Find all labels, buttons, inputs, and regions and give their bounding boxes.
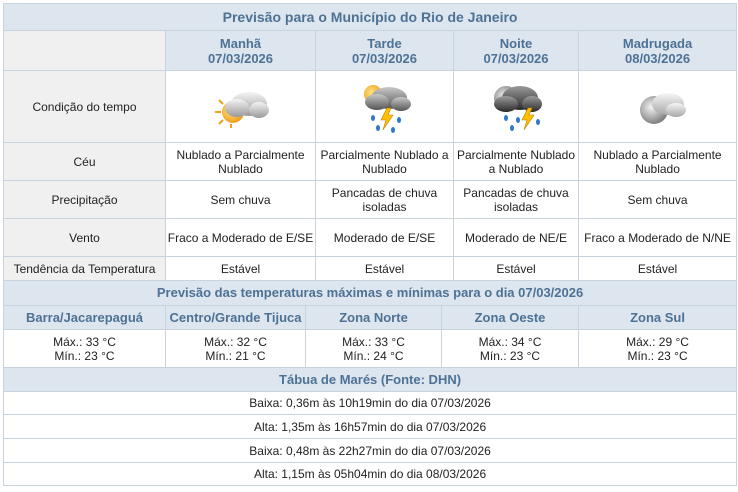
temps-sul xyxy=(579,330,737,368)
vento-manha: Fraco a Moderado de E/SE xyxy=(166,219,316,257)
storm-rain-sun-icon xyxy=(353,78,417,136)
tide-row: Baixa: 0,36m às 10h19min do dia 07/03/2026 xyxy=(4,392,737,415)
row-label-condicao: Condição do tempo xyxy=(4,71,166,143)
temps-oeste xyxy=(442,330,579,368)
zone-header-norte: Zona Norte xyxy=(306,306,442,330)
temp-max: Máx.: 29 °C xyxy=(626,334,689,349)
temp-min: Mín.: 23 °C xyxy=(627,348,688,363)
tide-row: Baixa: 0,48m às 22h27min do dia 07/03/2026 xyxy=(4,439,737,463)
precip-noite: Pancadas de chuva isoladas xyxy=(454,181,579,219)
zone-header-oeste: Zona Oeste xyxy=(442,306,579,330)
ceu-noite: Parcialmente Nublado a Nublado xyxy=(454,143,579,181)
temp-min: Mín.: 21 °C xyxy=(205,348,266,363)
tide-row: Alta: 1,35m às 16h57min do dia 07/03/2026 xyxy=(4,415,737,439)
temp-min: Mín.: 23 °C xyxy=(479,348,541,363)
corner-cell xyxy=(4,31,166,71)
forecast-panel xyxy=(3,3,736,486)
temp-max: Máx.: 33 °C xyxy=(342,334,405,349)
tendencia-noite: Estável xyxy=(454,257,579,281)
temps-norte xyxy=(306,330,442,368)
zone-header-barra: Barra/Jacarepaguá xyxy=(4,306,166,330)
row-label-precip: Precipitação xyxy=(4,181,166,219)
period-header-noite: Noite 07/03/2026 xyxy=(454,31,579,71)
condition-cell-manha xyxy=(166,71,316,143)
precip-tarde: Pancadas de chuva isoladas xyxy=(316,181,454,219)
vento-noite: Moderado de NE/E xyxy=(454,219,579,257)
zone-header-sul: Zona Sul xyxy=(579,306,737,330)
row-label-vento: Vento xyxy=(4,219,166,257)
temps-centro xyxy=(166,330,306,368)
temp-max: Máx.: 34 °C xyxy=(478,334,542,349)
tendencia-manha: Estável xyxy=(166,257,316,281)
condition-cell-noite xyxy=(454,71,579,143)
period-header-madrugada: Madrugada 08/03/2026 xyxy=(579,31,737,71)
ceu-tarde: Parcialmente Nublado a Nublado xyxy=(316,143,454,181)
condition-cell-madrugada xyxy=(579,71,737,143)
period-header-tarde: Tarde 07/03/2026 xyxy=(316,31,454,71)
vento-madrugada: Fraco a Moderado de N/NE xyxy=(579,219,737,257)
temp-min: Mín.: 24 °C xyxy=(343,348,404,363)
partly-cloudy-sun-icon xyxy=(209,80,273,134)
zone-header-centro: Centro/Grande Tijuca xyxy=(166,306,306,330)
temps-barra xyxy=(4,330,166,368)
forecast-table xyxy=(3,3,737,486)
page-title: Previsão para o Município do Rio de Janeiro xyxy=(4,4,737,31)
condition-cell-tarde xyxy=(316,71,454,143)
tide-section-title: Tábua de Marés (Fonte: DHN) xyxy=(4,368,737,392)
ceu-manha: Nublado a Parcialmente Nublado xyxy=(166,143,316,181)
temp-max: Máx.: 32 °C xyxy=(204,334,267,349)
tendencia-madrugada: Estável xyxy=(579,257,737,281)
tide-row: Alta: 1,15m às 05h04min do dia 08/03/2026 xyxy=(4,463,737,486)
row-label-tendencia: Tendência da Temperatura xyxy=(4,257,166,281)
precip-madrugada: Sem chuva xyxy=(579,181,737,219)
precip-manha: Sem chuva xyxy=(166,181,316,219)
row-label-ceu: Céu xyxy=(4,143,166,181)
vento-tarde: Moderado de E/SE xyxy=(316,219,454,257)
period-header-manha: Manhã 07/03/2026 xyxy=(166,31,316,71)
tendencia-tarde: Estável xyxy=(316,257,454,281)
temperature-section-title: Previsão das temperaturas máximas e mínimas para o dia 07/03/2026 xyxy=(4,281,737,306)
storm-rain-night-icon xyxy=(484,78,548,136)
partly-cloudy-moon-icon xyxy=(626,80,690,134)
ceu-madrugada: Nublado a Parcialmente Nublado xyxy=(579,143,737,181)
temp-max: Máx.: 33 °C xyxy=(53,334,116,349)
temp-min: Mín.: 23 °C xyxy=(54,348,115,363)
